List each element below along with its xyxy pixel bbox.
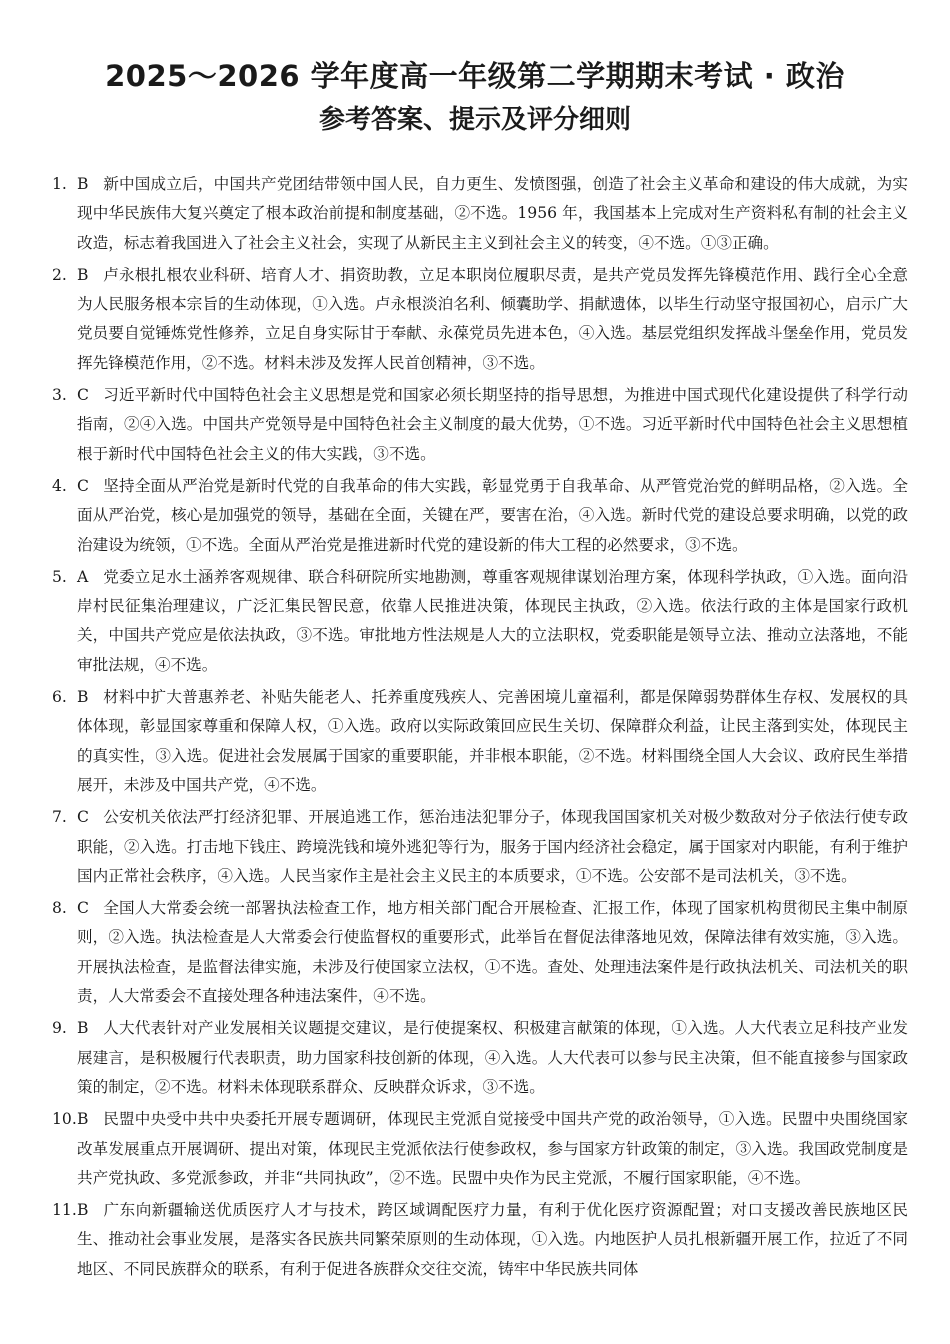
answer-choice: A	[77, 567, 89, 586]
question-number: 1.	[52, 175, 67, 193]
answer-choice: B	[77, 265, 89, 284]
answer-explanation: 全国人大常委会统一部署执法检查工作，地方相关部门配合开展检查、汇报工作，体现了国家机构贯彻民主集中制原则，②入选。执法检查是人大常委会行使监督权的重要形式，此举旨在督促法律落地见效，保障法律有效实施，③入选。开展执法检查，是监督法律实施，未涉及行使国家立法权，①不选。查处、处理违法案件是行政执法机关、司法机关的职责，人大常委会不直接处理各种违法案件，④不选。	[77, 899, 908, 1006]
answer-choice: C	[77, 476, 89, 495]
answer-item-1	[52, 170, 908, 258]
page-subtitle: 参考答案、提示及评分细则	[318, 105, 631, 135]
question-number: 4.	[52, 476, 67, 495]
answer-choice: B	[77, 1110, 89, 1129]
answer-explanation: 广东向新疆输送优质医疗人才与技术，跨区域调配医疗力量，有利于优化医疗资源配置；对口支援改善民族地区民生、推动社会事业发展，是落实各民族共同繁荣原则的生动体现，①入选。内地医护人员扎根新疆开展工作，拉近了不同地区、不同民族群众的联系，有利于促进各族群众交往交流，铸牢中华民族共同体	[77, 1201, 908, 1278]
answer-item-3	[52, 381, 908, 469]
question-number: 8.	[52, 899, 67, 918]
answer-explanation: 公安机关依法严打经济犯罪、开展追逃工作，惩治违法犯罪分子，体现我国国家机关对极少数敌对分子依法行使专政职能，②入选。打击地下钱庄、跨境洗钱和境外逃犯等行为，服务于国内经济社会稳定，属于国家对内职能，有利于维护国内正常社会秩序，④入选。人民当家作主是社会主义民主的本质要求，①不选。公安部不是司法机关，③不选。	[77, 808, 908, 885]
answer-choice: B	[77, 1201, 89, 1220]
answer-explanation: 新中国成立后，中国共产党团结带领中国人民，自力更生、发愤图强，创造了社会主义革命和建设的伟大成就，为实现中华民族伟大复兴奠定了根本政治前提和制度基础，②不选。1956 年，我国基本上完成对生产资料私有制的社会主义改造，标志着我国进入了社会主义社会，实现了从新民主主义到社会主义的转变，④不选。①③正确。	[77, 175, 908, 252]
answer-item-11	[52, 1196, 908, 1284]
question-number: 7.	[52, 808, 67, 827]
page-title: 2025～2026 学年度高一年级第二学期期末考试 · 政治	[105, 59, 845, 93]
answer-choice: C	[77, 808, 89, 827]
answer-explanation: 民盟中央受中共中央委托开展专题调研，体现民主党派自觉接受中国共产党的政治领导，①入选。民盟中央围绕国家改革发展重点开展调研、提出对策，体现民主党派依法行使参政权，参与国家方针政策的制定，③入选。我国政党制度是共产党执政、多党派参政，并非“共同执政”，②不选。民盟中央作为民主党派，不履行国家职能，④不选。	[77, 1110, 908, 1187]
answer-explanation: 党委立足水土涵养客观规律、联合科研院所实地勘测，尊重客观规律谋划治理方案，体现科学执政，①入选。面向沿岸村民征集治理建议，广泛汇集民智民意，依靠人民推进决策，体现民主执政，②入选。依法行政的主体是国家行政机关，中国共产党应是依法执政，③不选。审批地方性法规是人大的立法职权，党委职能是领导立法、推动立法落地，不能审批法规，④不选。	[77, 567, 908, 674]
answer-item-8	[52, 894, 908, 1011]
answer-item-2	[52, 261, 908, 378]
answer-choice: B	[77, 1019, 89, 1038]
document-header	[0, 0, 950, 138]
question-number: 6.	[52, 688, 67, 707]
question-number: 9.	[52, 1019, 67, 1038]
answer-list	[52, 170, 908, 1287]
answer-choice: C	[77, 899, 89, 918]
question-number: 10.	[52, 1110, 77, 1129]
answer-explanation: 人大代表针对产业发展相关议题提交建议，是行使提案权、积极建言献策的体现，①入选。人大代表立足科技产业发展建言，是积极履行代表职责，助力国家科技创新的体现，④入选。人大代表可以参与民主决策，但不能直接参与国家政策的制定，②不选。材料未体现联系群众、反映群众诉求，③不选。	[77, 1019, 908, 1096]
answer-explanation: 卢永根扎根农业科研、培育人才、捐资助教，立足本职岗位履职尽责，是共产党员发挥先锋模范作用、践行全心全意为人民服务根本宗旨的生动体现，①入选。卢永根淡泊名利、倾囊助学、捐献遗体，以毕生行动坚守报国初心，启示广大党员要自觉锤炼党性修养，立足自身实际甘于奉献、永葆党员先进本色，④入选。基层党组织发挥战斗堡垒作用，党员发挥先锋模范作用，②不选。材料未涉及发挥人民首创精神，③不选。	[77, 265, 908, 372]
question-number: 5.	[52, 567, 67, 586]
question-number: 2.	[52, 265, 67, 284]
question-number: 3.	[52, 386, 67, 405]
answer-explanation: 材料中扩大普惠养老、补贴失能老人、托养重度残疾人、完善困境儿童福利，都是保障弱势群体生存权、发展权的具体体现，彰显国家尊重和保障人权，①入选。政府以实际政策回应民生关切、保障群众利益，让民主落到实处，体现民主的真实性，③入选。促进社会发展属于国家的重要职能，并非根本职能，②不选。材料围绕全国人大会议、政府民生举措展开，未涉及中国共产党，④不选。	[77, 688, 908, 794]
answer-item-7	[52, 803, 908, 891]
answer-choice: B	[77, 688, 89, 707]
answer-item-9	[52, 1014, 908, 1102]
answer-item-4	[52, 472, 908, 560]
answer-item-5	[52, 563, 908, 680]
question-number: 11.	[52, 1201, 77, 1220]
answer-item-10	[52, 1105, 908, 1193]
answer-explanation: 坚持全面从严治党是新时代党的自我革命的伟大实践，彰显党勇于自我革命、从严管党治党的鲜明品格，②入选。全面从严治党，核心是加强党的领导，基础在全面，关键在严，要害在治，④入选。新时代党的建设总要求明确，以党的政治建设为统领，①不选。全面从严治党是推进新时代党的建设新的伟大工程的必然要求，③不选。	[77, 476, 908, 554]
answer-choice: C	[77, 386, 89, 405]
answer-choice: B	[77, 175, 89, 193]
answer-item-6	[52, 683, 908, 800]
answer-explanation: 习近平新时代中国特色社会主义思想是党和国家必须长期坚持的指导思想，为推进中国式现代化建设提供了科学行动指南，②④入选。中国共产党领导是中国特色社会主义制度的最大优势，①不选。习近平新时代中国特色社会主义思想植根于新时代中国特色社会主义的伟大实践，③不选。	[77, 386, 908, 463]
